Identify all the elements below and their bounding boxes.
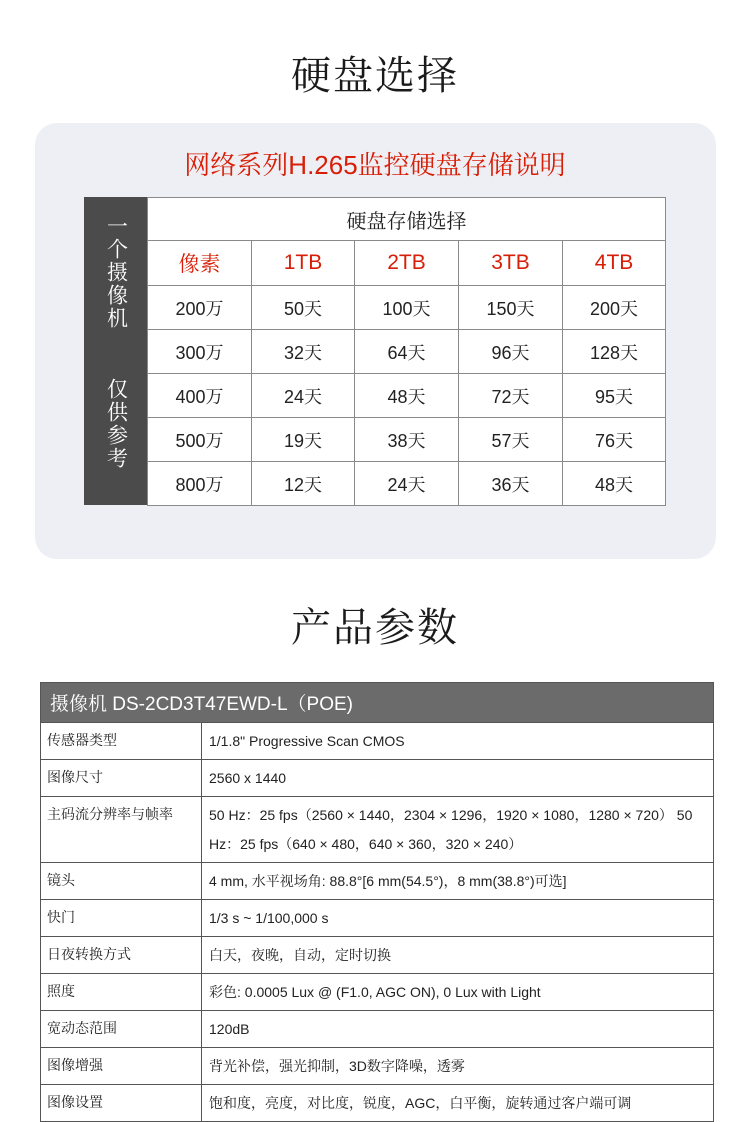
table-cell: 32天 — [252, 330, 355, 374]
param-label: 镜头 — [41, 863, 202, 900]
param-value: 彩色: 0.0005 Lux @ (F1.0, AGC ON), 0 Lux with Light — [202, 974, 714, 1011]
param-value: 1/1.8" Progressive Scan CMOS — [202, 723, 714, 760]
table-cell: 12天 — [252, 462, 355, 506]
table-cell: 24天 — [252, 374, 355, 418]
col-header: 3TB — [459, 241, 563, 286]
storage-table — [147, 197, 666, 506]
param-value: 2560 x 1440 — [202, 760, 714, 797]
param-value: 4 mm, 水平视场角: 88.8°[6 mm(54.5°)，8 mm(38.8°)可选] — [202, 863, 714, 900]
col-header: 2TB — [355, 241, 459, 286]
table-cell: 128天 — [563, 330, 666, 374]
table-row — [41, 900, 714, 937]
storage-heading: 网络系列H.265监控硬盘存储说明 — [184, 150, 566, 180]
param-label: 图像设置 — [41, 1085, 202, 1122]
param-label: 日夜转换方式 — [41, 937, 202, 974]
param-value: 50 Hz：25 fps（2560 × 1440，2304 × 1296，1920 × 1080，1280 × 720） 50 Hz：25 fps（640 × 480，640 × 360，320 × 240） — [202, 797, 714, 863]
storage-table-header — [148, 241, 666, 286]
param-value: 120dB — [202, 1011, 714, 1048]
param-label: 图像尺寸 — [41, 760, 202, 797]
table-row — [148, 286, 666, 330]
param-label: 图像增强 — [41, 1048, 202, 1085]
storage-table-title-row — [148, 198, 666, 241]
param-label: 照度 — [41, 974, 202, 1011]
table-cell: 50天 — [252, 286, 355, 330]
table-row — [41, 760, 714, 797]
col-header: 像素 — [148, 241, 252, 286]
table-cell: 150天 — [459, 286, 563, 330]
table-cell: 100天 — [355, 286, 459, 330]
col-header: 1TB — [252, 241, 355, 286]
param-value: 1/3 s ~ 1/100,000 s — [202, 900, 714, 937]
table-row — [41, 723, 714, 760]
table-cell: 48天 — [563, 462, 666, 506]
table-cell: 500万 — [148, 418, 252, 462]
table-cell: 48天 — [355, 374, 459, 418]
side-label-top: 一个摄像机 — [104, 215, 128, 330]
table-cell: 64天 — [355, 330, 459, 374]
storage-table-title: 硬盘存储选择 — [148, 198, 666, 241]
params-table — [40, 682, 714, 1122]
table-cell: 96天 — [459, 330, 563, 374]
table-row — [41, 974, 714, 1011]
side-label — [84, 197, 147, 505]
table-row — [41, 1011, 714, 1048]
table-row — [148, 374, 666, 418]
table-row — [148, 330, 666, 374]
table-row — [41, 1048, 714, 1085]
param-value: 白天，夜晚，自动，定时切换 — [202, 937, 714, 974]
table-row — [148, 418, 666, 462]
table-cell: 800万 — [148, 462, 252, 506]
table-cell: 24天 — [355, 462, 459, 506]
table-row — [41, 797, 714, 863]
table-cell: 19天 — [252, 418, 355, 462]
table-cell: 200天 — [563, 286, 666, 330]
params-table-title-row — [41, 683, 714, 723]
col-header: 4TB — [563, 241, 666, 286]
section-title-disk: 硬盘选择 — [291, 54, 459, 98]
table-cell: 76天 — [563, 418, 666, 462]
table-row — [148, 462, 666, 506]
table-cell: 400万 — [148, 374, 252, 418]
table-row — [41, 1085, 714, 1122]
param-label: 快门 — [41, 900, 202, 937]
param-value: 饱和度，亮度，对比度，锐度，AGC，白平衡，旋转通过客户端可调 — [202, 1085, 714, 1122]
table-row — [41, 937, 714, 974]
param-label: 传感器类型 — [41, 723, 202, 760]
table-cell: 300万 — [148, 330, 252, 374]
table-cell: 72天 — [459, 374, 563, 418]
side-label-bottom: 仅供参考 — [104, 378, 128, 470]
table-cell: 36天 — [459, 462, 563, 506]
table-cell: 200万 — [148, 286, 252, 330]
table-cell: 95天 — [563, 374, 666, 418]
param-label: 宽动态范围 — [41, 1011, 202, 1048]
params-table-title: 摄像机 DS-2CD3T47EWD-L（POE) — [41, 683, 714, 723]
table-row — [41, 863, 714, 900]
section-title-params: 产品参数 — [291, 606, 459, 650]
param-label: 主码流分辨率与帧率 — [41, 797, 202, 863]
table-cell: 57天 — [459, 418, 563, 462]
param-value: 背光补偿，强光抑制，3D数字降噪，透雾 — [202, 1048, 714, 1085]
table-cell: 38天 — [355, 418, 459, 462]
